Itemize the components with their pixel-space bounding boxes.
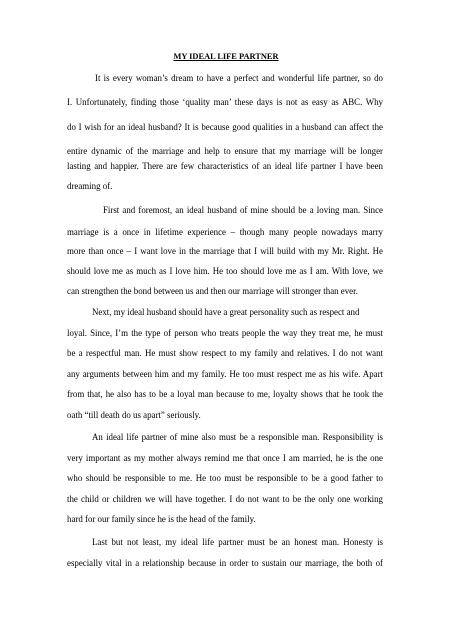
text-line: loyal. Since, I’m the type of person who treats people the way they treat me, he must [67, 328, 383, 338]
text-line: Last but not least, my ideal life partner must be an honest man. Honesty is [92, 537, 383, 547]
text-line: any arguments between him and my family. He too must respect me as his wife. Apart [67, 369, 383, 379]
text-line: be a respectful man. He must show respect to my family and relatives. I do not want [67, 348, 383, 358]
text-line: very important as my mother always remind me that once I am married, he is the one [67, 453, 383, 463]
text-line: should love me as much as I love him. He too should love me as I am. With love, we [67, 266, 383, 276]
text-line: from that, he also has to be a loyal man because to me, loyalty shows that he took the [67, 389, 383, 399]
text-line: the child or children we will have together. I do not want to be the only one working [67, 494, 383, 504]
text-line: lasting and happier. There are few characteristics of an ideal life partner I have been [67, 161, 383, 171]
text-line: entire dynamic of the marriage and help to ensure that my marriage will be longer [67, 146, 383, 156]
text-line: more than once – I want love in the marriage that I will build with my Mr. Right. He [67, 246, 383, 256]
text-line: Next, my ideal husband should have a great personality such as respect and [92, 307, 360, 317]
text-line: An ideal life partner of mine also must be a responsible man. Responsibility is [92, 432, 383, 442]
text-line: can strengthen the bond between us and then our marriage will stronger than ever. [67, 286, 358, 296]
text-line: marriage is a once in lifetime experience – though many people nowadays marry [67, 227, 383, 237]
text-line: First and foremost, an ideal husband of mine should be a loving man. Since [103, 205, 383, 215]
text-line: dreaming of. [67, 181, 113, 191]
document-title: MY IDEAL LIFE PARTNER [173, 52, 279, 61]
text-line: hard for our family since he is the head of the family. [67, 514, 256, 524]
text-line: especially vital in a relationship because in order to sustain our marriage, the both of [67, 558, 383, 568]
text-line: who should be responsible to me. He too must be responsible to be a good father to [67, 473, 383, 483]
text-line: do I wish for an ideal husband? It is because good qualities in a husband can affect the [67, 122, 383, 132]
text-line: oath “till death do us apart” seriously. [67, 410, 201, 420]
text-line: I. Unfortunately, finding those ‘quality man’ these days is not as easy as ABC. Why [67, 97, 383, 107]
text-line: It is every woman’s dream to have a perfect and wonderful life partner, so do [95, 73, 383, 83]
